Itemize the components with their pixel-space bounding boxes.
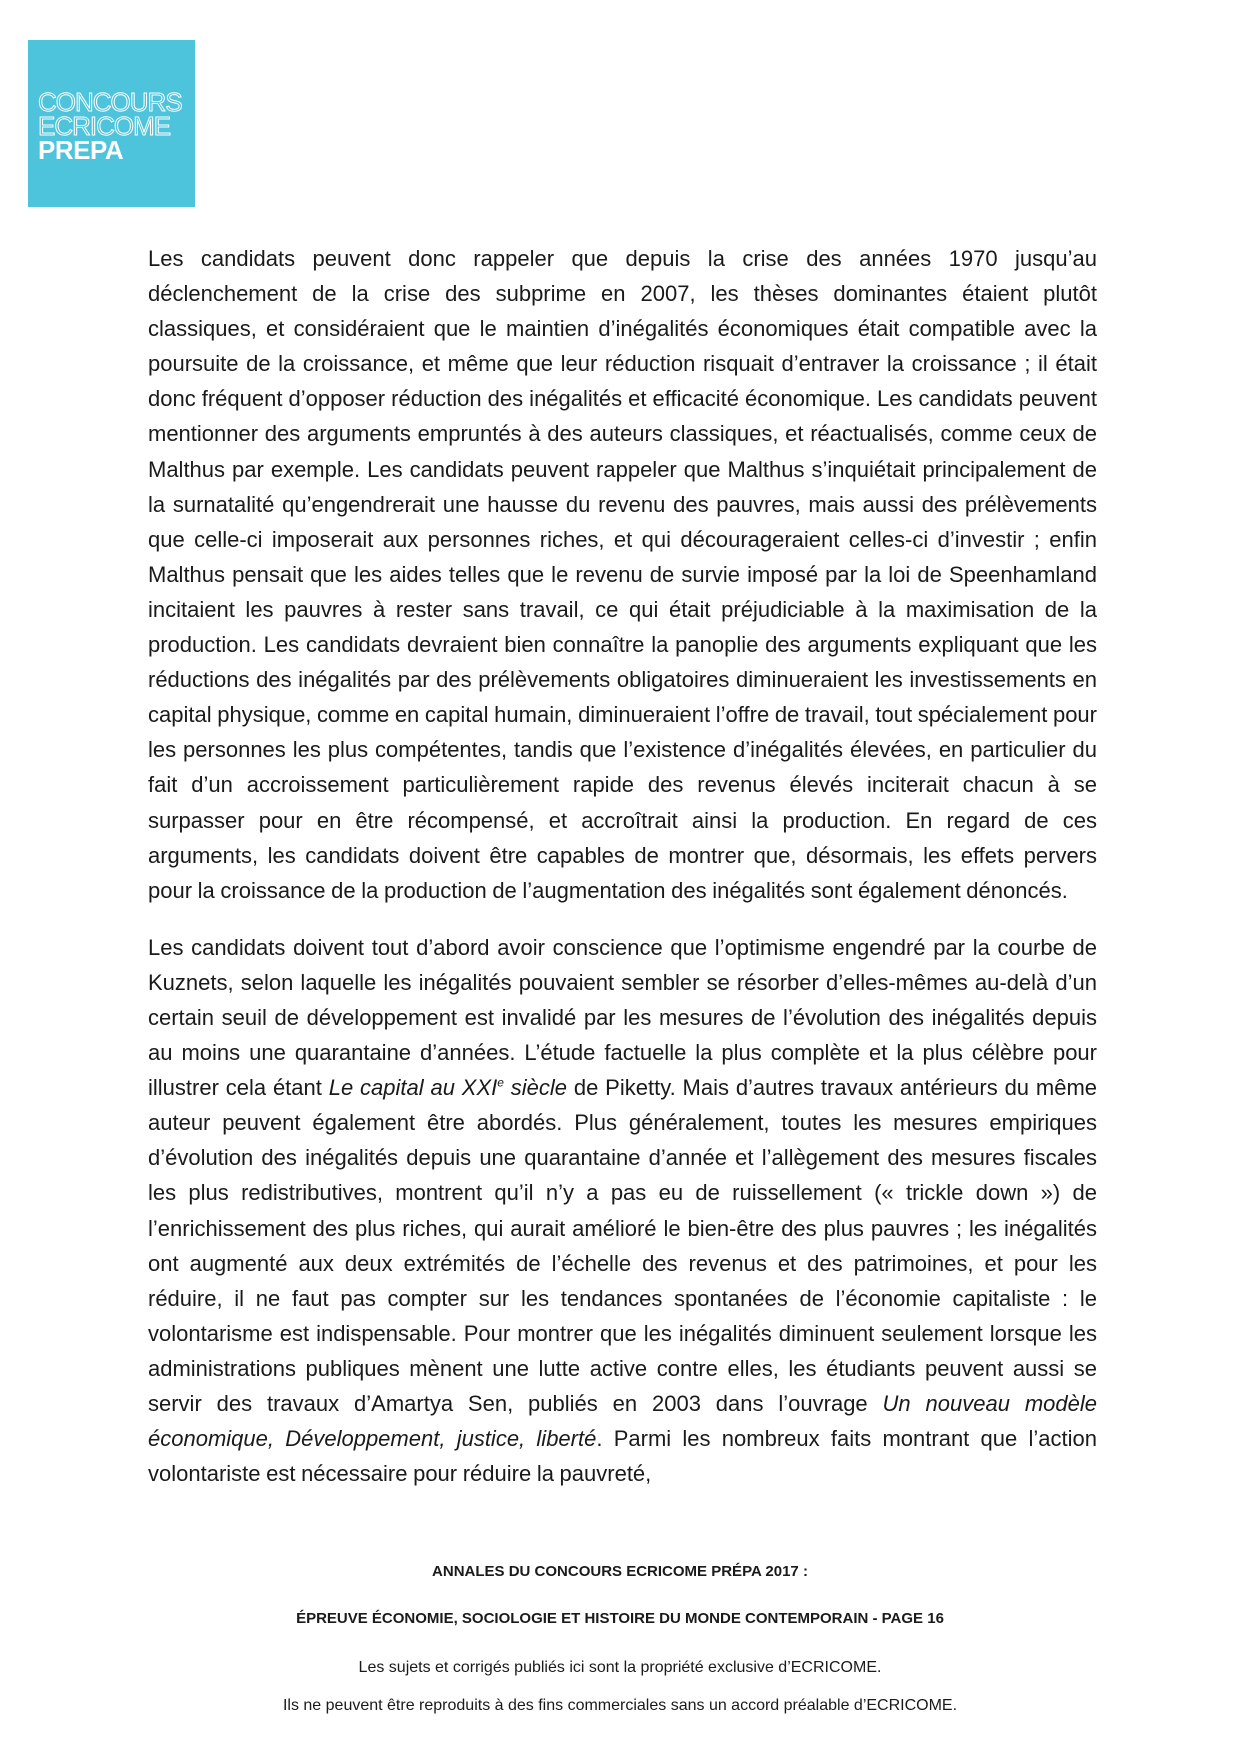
logo-line-concours: CONCOURS	[38, 87, 182, 117]
logo-line-prepa: PREPA	[38, 135, 124, 165]
logo-line-ecricome: ECRICOME	[38, 111, 171, 141]
book-title-piketty-b: siècle	[503, 1075, 568, 1101]
paragraph-2-text-b: de Piketty. Mais d’autres travaux antérieurs du même auteur peuvent également être abordés. Plus généralement, toutes les mesures empiriques d’évolution des inégalités depuis une quarantaine d’année et l’allègement des mesures fiscales les plus redistributives, montrent qu’il n’y a pas eu de ruissellement (« trickle down ») de l’enrichissement des plus riches, qui aurait amélioré le bien-être des plus pauvres ; les inégalités ont augmenté aux deux extrémités de l’échelle des revenus et des patrimoines, et pour les réduire, il ne faut pas compter sur les tendances spontanées de l’économie capitaliste : le volontarisme est indispensable. Pour montrer que les inégalités diminuent seulement lorsque les administrations publiques mènent une lutte active contre elles, les étudiants peuvent aussi se servir des travaux d’Amartya Sen, publiés en 2003 dans l’ouvrage	[148, 1075, 1098, 1416]
paragraph-2	[148, 930, 1097, 1492]
book-title-piketty-sup: e	[497, 1075, 504, 1090]
footer-copyright-line-2: Ils ne peuvent être reproduits à des fins commerciales sans un accord préalable d’ECRICOME.	[282, 1697, 958, 1714]
book-title-piketty-a: Le capital au XXI	[328, 1075, 498, 1101]
paragraph-2-text-c: . Parmi les nombreux faits montrant que l’action volontariste est nécessaire pour réduire la pauvreté,	[148, 1426, 1097, 1487]
paragraph-1: Les candidats peuvent donc rappeler que depuis la crise des années 1970 jusqu’au déclenchement de la crise des subprime en 2007, les thèses dominantes étaient plutôt classiques, et considéraient que le maintien d’inégalités économiques était compatible avec la poursuite de la croissance, et même que leur réduction risquait d’entraver la croissance ; il était donc fréquent d’opposer réduction des inégalités et efficacité économique. Les candidats peuvent mentionner des arguments empruntés à des auteurs classiques, et réactualisés, comme ceux de Malthus par exemple. Les candidats peuvent rappeler que Malthus s’inquiétait principalement de la surnatalité qu’engendrerait une hausse du revenu des pauvres, mais aussi des prélèvements que celle-ci imposerait aux personnes riches, et qui décourageraient celles-ci d’investir ; enfin Malthus pensait que les aides telles que le revenu de survie imposé par la loi de Speenhamland incitaient les pauvres à rester sans travail, ce qui était préjudiciable à la maximisation de la production. Les candidats devraient bien connaître la panoplie des arguments expliquant que les réductions des inégalités par des prélèvements obligatoires diminueraient les investissements en capital physique, comme en capital humain, diminueraient l’offre de travail, tout spécialement pour les personnes les plus compétentes, tandis que l’existence d’inégalités élevées, en particulier du fait d’un accroissement particulièrement rapide des revenus élevés inciterait chacun à se surpasser pour en être récompensé, et accroîtrait ainsi la production. En regard de ces arguments, les candidats doivent être capables de montrer que, désormais, les effets pervers pour la croissance de la production de l’augmentation des inégalités sont également dénoncés.	[148, 246, 1097, 903]
book-title-sen: Un nouveau modèle économique, Développement, justice, liberté	[148, 1391, 1097, 1452]
footer-epreuve-title: ÉPREUVE ÉCONOMIE, SOCIOLOGIE ET HISTOIRE DU MONDE CONTEMPORAIN - PAGE 16	[296, 1610, 944, 1627]
footer-annales-title: ANNALES DU CONCOURS ECRICOME PRÉPA 2017 :	[432, 1563, 808, 1580]
book-title-piketty	[329, 1075, 567, 1100]
document-body	[148, 241, 1097, 1491]
footer-copyright-line-1: Les sujets et corrigés publiés ici sont la propriété exclusive d’ECRICOME.	[358, 1659, 882, 1676]
paragraph-2-text-a: Les candidats doivent tout d’abord avoir conscience que l’optimisme engendré par la courbe de Kuznets, selon laquelle les inégalités pouvaient sembler se résorber d’elles-mêmes au-delà d’un certain seuil de développement est invalidé par les mesures de l’évolution des inégalités depuis au moins une quarantaine d’années. L’étude factuelle la plus complète et la plus célèbre pour illustrer cela étant	[148, 934, 1097, 1101]
ecricome-logo	[28, 40, 195, 207]
